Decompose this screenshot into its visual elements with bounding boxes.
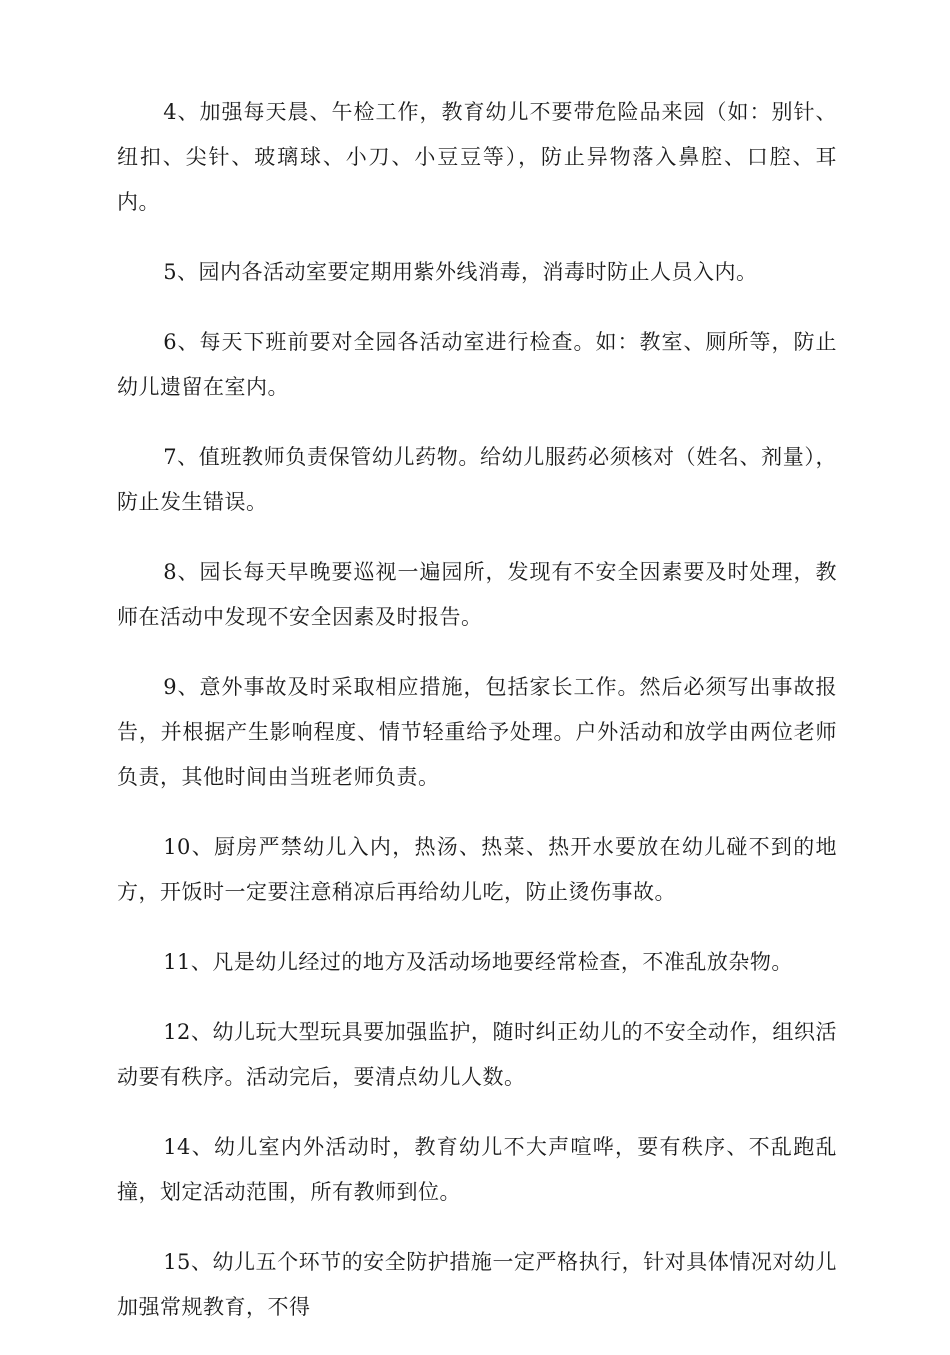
document-body	[117, 90, 837, 1355]
paragraph-item-11: 11、凡是幼儿经过的地方及活动场地要经常检查，不准乱放杂物。	[163, 950, 793, 974]
paragraph-item-5: 5、园内各活动室要定期用紫外线消毒，消毒时防止人员入内。	[163, 260, 758, 284]
paragraph-item-9: 9、意外事故及时采取相应措施，包括家长工作。然后必须写出事故报告，并根据产生影响程度、情节轻重给予处理。户外活动和放学由两位老师负责，其他时间由当班老师负责。	[117, 675, 837, 789]
paragraph-item-6: 6、每天下班前要对全园各活动室进行检查。如：教室、厕所等，防止幼儿遗留在室内。	[117, 330, 837, 399]
paragraph-item-7: 7、值班教师负责保管幼儿药物。给幼儿服药必须核对（姓名、剂量），防止发生错误。	[117, 445, 837, 514]
paragraph-item-12: 12、幼儿玩大型玩具要加强监护，随时纠正幼儿的不安全动作，组织活动要有秩序。活动完后，要清点幼儿人数。	[117, 1020, 837, 1089]
paragraph-item-8: 8、园长每天早晚要巡视一遍园所，发现有不安全因素要及时处理，教师在活动中发现不安全因素及时报告。	[117, 560, 837, 629]
paragraph-item-15: 15、幼儿五个环节的安全防护措施一定严格执行，针对具体情况对幼儿加强常规教育，不得	[117, 1250, 837, 1319]
paragraph-item-10: 10、厨房严禁幼儿入内，热汤、热菜、热开水要放在幼儿碰不到的地方，开饭时一定要注意稍凉后再给幼儿吃，防止烫伤事故。	[117, 835, 837, 904]
paragraph-item-14: 14、幼儿室内外活动时，教育幼儿不大声喧哗，要有秩序、不乱跑乱撞，划定活动范围，所有教师到位。	[117, 1135, 837, 1204]
paragraph-item-4: 4、加强每天晨、午检工作，教育幼儿不要带危险品来园（如：别针、纽扣、尖针、玻璃球、小刀、小豆豆等），防止异物落入鼻腔、口腔、耳内。	[117, 100, 837, 214]
